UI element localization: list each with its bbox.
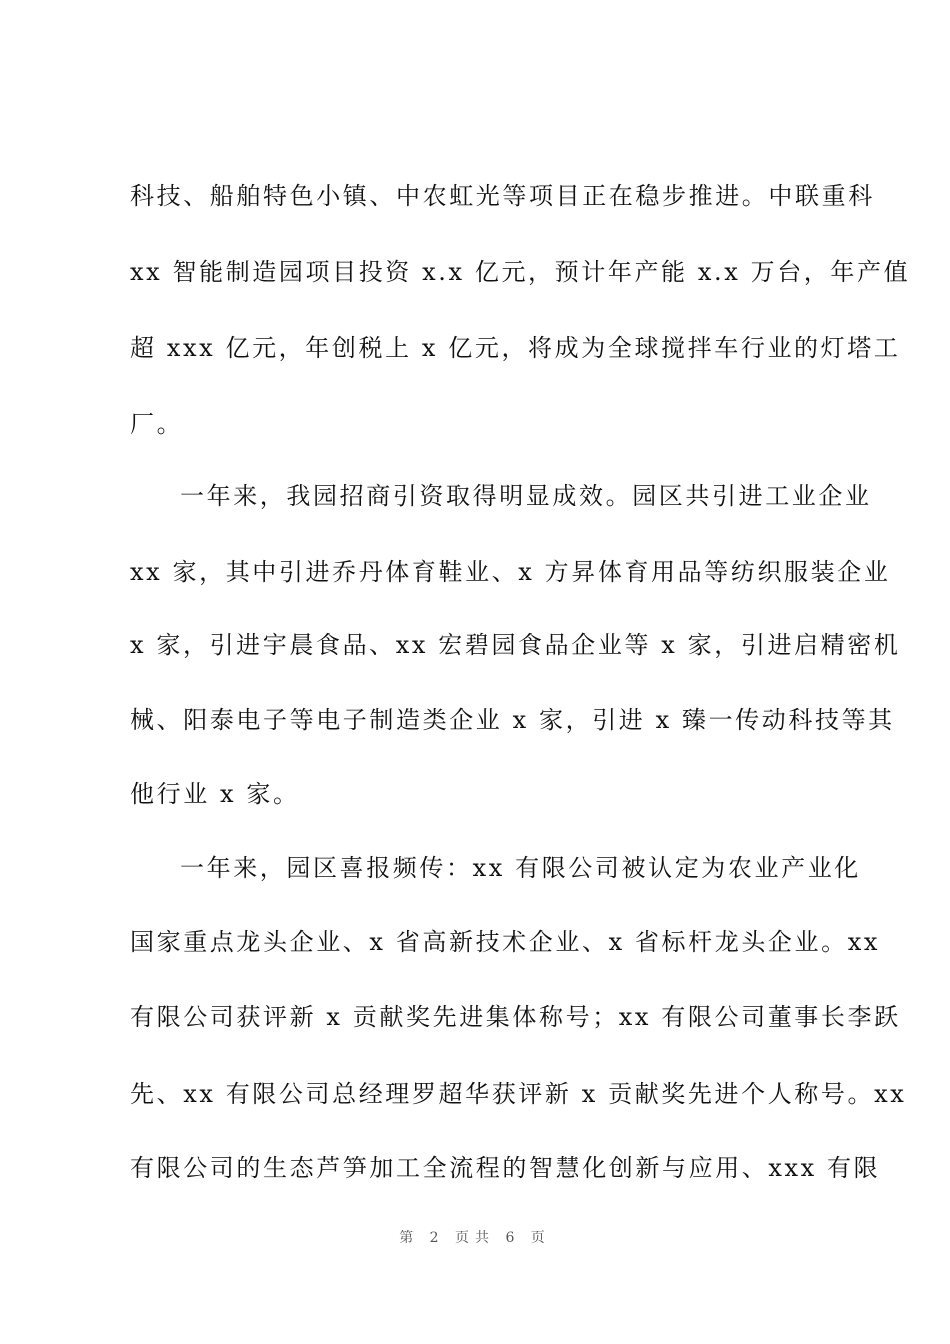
paragraph-1-line-3: 超 xxx 亿元，年创税上 x 亿元，将成为全球搅拌车行业的灯塔工 — [130, 334, 901, 362]
paragraph-3-line-2: 国家重点龙头企业、x 省高新技术企业、x 省标杆龙头企业。xx — [130, 928, 880, 956]
paragraph-3-line-4: 先、xx 有限公司总经理罗超华获评新 x 贡献奖先进个人称号。xx — [130, 1080, 907, 1108]
paragraph-3-line-3: 有限公司获评新 x 贡献奖先进集体称号；xx 有限公司董事长李跃 — [130, 1003, 901, 1031]
paragraph-1-line-2: xx 智能制造园项目投资 x.x 亿元，预计年产能 x.x 万台，年产值 — [130, 258, 911, 286]
paragraph-3-line-5: 有限公司的生态芦笋加工全流程的智慧化创新与应用、xxx 有限 — [130, 1154, 881, 1182]
paragraph-2-line-3: x 家，引进宇晨食品、xx 宏碧园食品企业等 x 家，引进启精密机 — [130, 631, 901, 659]
paragraph-1-line-1: 科技、船舶特色小镇、中农虹光等项目正在稳步推进。中联重科 — [130, 182, 875, 210]
paragraph-2-line-2: xx 家，其中引进乔丹体育鞋业、x 方昇体育用品等纺织服装企业 — [130, 558, 891, 586]
paragraph-3-line-1: 一年来，园区喜报频传：xx 有限公司被认定为农业产业化 — [180, 854, 861, 882]
paragraph-2-line-5: 他行业 x 家。 — [130, 780, 300, 808]
paragraph-2-line-4: 械、阳泰电子等电子制造类企业 x 家，引进 x 臻一传动科技等其 — [130, 706, 895, 734]
page-number-footer: 第 2 页共 6 页 — [399, 1230, 551, 1246]
paragraph-1-line-4: 厂。 — [130, 410, 184, 438]
paragraph-2-line-1: 一年来，我园招商引资取得明显成效。园区共引进工业企业 — [180, 482, 872, 510]
